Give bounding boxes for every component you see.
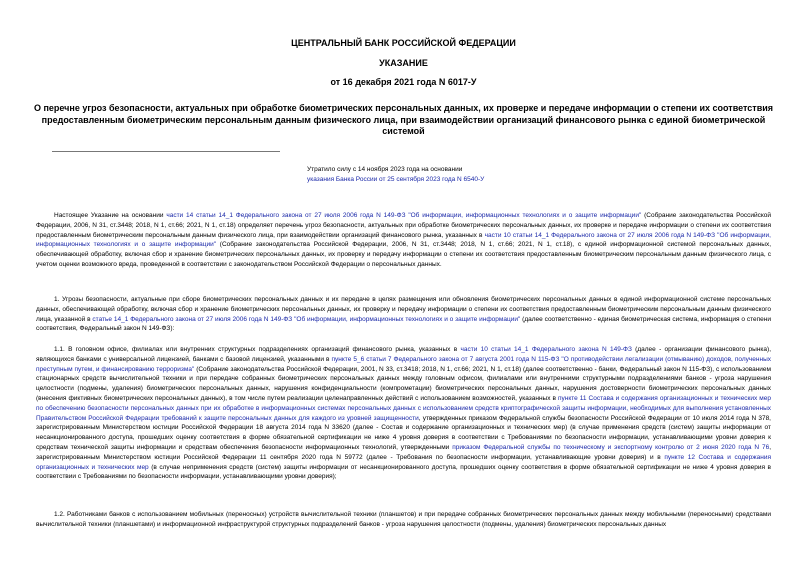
clause-1-2-paragraph [36,510,771,530]
repeal-status-link[interactable]: указания Банка России от 25 сентября 2023 года N 6540-У [307,176,485,183]
text-fragment: (Собрание законодательства Российской Федерации, 2006, N 31, ст.3448; 2018, N 1, ст.66; 2021, N 1, ст.18) определяет перечень угроз безопасности, актуальных при обработке биометрических персональных данных, их проверке и передаче информации о степени их соответствия предоставленным биометрическим персональным данным физического лица, при взаимодействии организаций финансового рынка, указанных в [36,212,771,239]
text-fragment: , зарегистрированным Министерством юстиции Российской Федерации 11 сентября 2020 года N 59772 (далее - Требования по безопасности информации, устанавливающие уровни доверия) и в [36,443,771,461]
text-fragment: (в случае неприменения средств (систем) защиты информации от несанкционированного доступа, прошедших оценку соответствия в форме обязательной сертификации не ниже 4 уровня доверия в соответствии с Требованиями по безопасности информации, устанавливающими уровни доверия); [36,463,771,481]
law-link[interactable]: пункте 12 Состава и содержания организационных и технических мер [36,453,771,471]
law-link[interactable]: части 10 статьи 14_1 Федерального закона N 149-ФЗ [460,346,632,353]
document-subject-title: О перечне угроз безопасности, актуальных при обработке биометрических персональных данных, их проверке и передаче информации о степени их соответствия предоставленным биометрическим персональным данным физического лица, при взаимодействии организаций финансового рынка с единой биометрической системой [33,103,774,136]
document-date-heading: от 16 декабря 2021 года N 6017-У [330,77,477,87]
clause-1-1-paragraph [36,345,771,482]
issuer-heading: ЦЕНТРАЛЬНЫЙ БАНК РОССИЙСКОЙ ФЕДЕРАЦИИ [291,38,516,48]
text-fragment: 1. Угрозы безопасности, актуальные при сборе биометрических персональных данных и их передаче в целях размещения или обновления биометрических персональных данных в единой информационной системе персональных данных, обеспечивающей обработку, включая сбор и хранение биометрических персональных данных, их проверку и передачу информации о степени их соответствия предоставленным биометрическим персональным данным физического лица, указанной в [36,296,771,323]
law-link[interactable]: части 10 статьи 14_1 Федерального закона от 27 июля 2006 года N 149-ФЗ "Об информации, информационных технологиях и о защите информации" [36,231,771,249]
law-link[interactable]: приказом Федеральной службы по техническому и экспортному контролю от 2 июня 2020 года N 76 [452,443,770,451]
text-fragment: (далее соответственно - единая биометрическая система, информация о степени соответствия, Федеральный закон N 149-ФЗ): [36,315,771,333]
repeal-status-text: Утратило силу с 14 ноября 2023 года на основании [307,166,463,173]
text-fragment: Настоящее Указание на основании [54,212,167,219]
text-fragment: (Собрание законодательства Российской Федерации, 2001, N 33, ст.3418; 2018, N 1, ст.66; 2021, N 1, ст.18) (далее соответственно - банки, Федеральный закон N 115-ФЗ), с использованием стационарных средств вычислительной техники и при передаче собранных биометрических персональных данных между головным офисом, филиалами или внутренними структурными подразделениями банков - угроза нарушения целостности (подмены, удаления) биометрических персональных данных, нарушения конфиденциальности (компрометации) биометрических персональных данных, нарушения достоверности биометрических персональных данных (внесения фиктивных биометрических персональных данных), в том числе путем реализации целенаправленных действий с использованием возможностей, указанных в [36,365,772,402]
preamble-paragraph [36,211,771,270]
law-link[interactable]: пункте 11 Состава и содержания организационных и технических мер по обеспечению безопасности персональных данных при их обработке в информационных системах персональных данных с использованием средств криптографической защиты информации, необходимых для выполнения установленных Правительством Российской Федерации требований к защите персональных данных для каждого из уровней защищенности [36,394,772,422]
divider-line [52,151,280,152]
law-link[interactable]: части 14 статьи 14_1 Федерального закона от 27 июля 2006 года N 149-ФЗ "Об информации, информационных технологиях и о защите информации" [166,212,642,219]
document-type-heading: УКАЗАНИЕ [379,58,428,68]
text-fragment: 1.2. Работниками банков с использованием мобильных (переносных) устройств вычислительной техники (планшетов) и при передаче собранных биометрических персональных данных между мобильными (переносными) средствами вычислительной техники (планшетами) и информационной инфраструктурой структурных подразделений банков - угроза нарушения целостности (подмены, удаления) биометрических персональных данных [36,511,771,528]
text-fragment: (Собрание законодательства Российской Федерации, 2006, N 31, ст.3448; 2018, N 1, ст.66; 2021, N 1, ст.18), с единой информационной системой персональных данных, обеспечивающей обработку, включая сбор и хранение биометрических персональных данных, их проверку и передачу информации о степени их соответствия предоставленным биометрическим персональным данным физического лица, с учетом оценки возможного вреда, проведенной в соответствии с законодательством Российской Федерации о персональных данных. [36,241,771,268]
law-link[interactable]: пункте 5_6 статьи 7 Федерального закона от 7 августа 2001 года N 115-ФЗ "О противодействии легализации (отмыванию) доходов, полученных преступным путем, и финансированию терроризма" [36,355,771,373]
text-fragment: , утвержденных приказом Федеральной службы безопасности Российской Федерации от 10 июля 2014 года N 378, зарегистрированным Министерством юстиции Российской Федерации 18 августа 2014 года N 33620 (далее - Состав и содержание организационных и технических мер) (в случае применения средств (систем) защиты информации от несанкционированного доступа, прошедших оценку соответствия в форме обязательной сертификации не ниже 4 уровня доверия в соответствии с Требованиями по безопасности информации, устанавливающими уровни доверия к средствам технической защиты информации и средствам обеспечения безопасности информационных технологий, утвержденными [36,414,771,451]
text-fragment: 1.1. В головном офисе, филиалах или внутренних структурных подразделениях организаций финансового рынка, указанных в [54,346,461,353]
text-fragment: (далее - организации финансового рынка), являющихся банками с универсальной лицензией, банками с базовой лицензией, указанными в [36,346,771,363]
law-link[interactable]: статье 14_1 Федерального закона от 27 июля 2006 года N 149-ФЗ "Об информации, информационных технологиях и о защите информации" [92,315,521,323]
clause-1-paragraph [36,295,771,334]
